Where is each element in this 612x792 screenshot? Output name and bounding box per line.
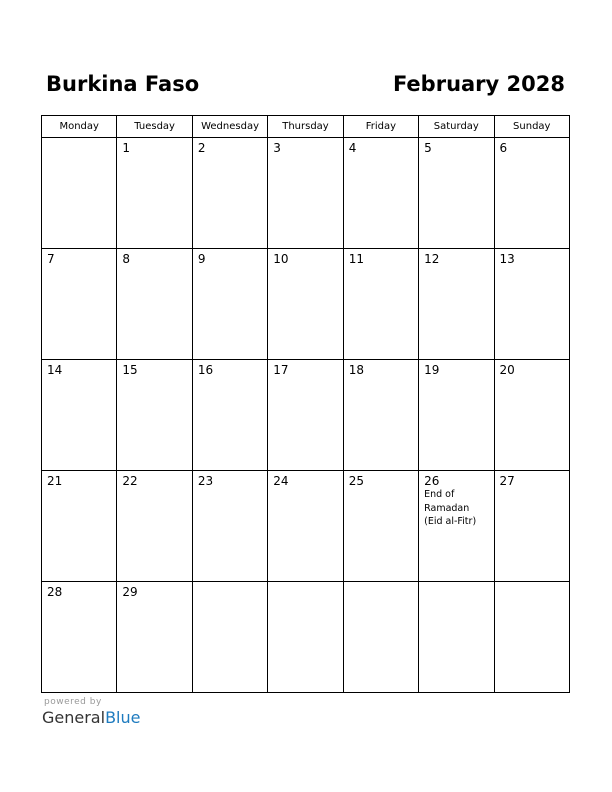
weekday-header-row: [42, 116, 570, 138]
day-cell: [268, 249, 343, 360]
day-number: 20: [499, 363, 515, 377]
powered-by-label: powered by: [44, 697, 102, 707]
day-cell: [494, 249, 569, 360]
day-cell: [192, 471, 267, 582]
day-number: 18: [348, 363, 364, 377]
day-number: 22: [122, 474, 138, 488]
day-cell: [419, 360, 494, 471]
day-number: 27: [499, 474, 515, 488]
day-cell: [268, 471, 343, 582]
calendar-grid: [41, 115, 570, 693]
day-cell: [419, 138, 494, 249]
day-cell: [343, 249, 418, 360]
day-cell: [419, 582, 494, 693]
day-number: 7: [47, 252, 55, 266]
day-number: 13: [499, 252, 515, 266]
weekday-tuesday: Tuesday: [117, 116, 192, 138]
day-number: 15: [122, 363, 138, 377]
day-cell: [42, 582, 117, 693]
day-number: 16: [197, 363, 214, 377]
week-row-4: [42, 471, 570, 582]
day-number: 29: [122, 585, 138, 599]
day-number: 3: [273, 141, 281, 155]
day-number: 5: [424, 141, 432, 155]
generalblue-logo: [42, 708, 140, 728]
weekday-wednesday: Wednesday: [192, 116, 267, 138]
day-number: 12: [424, 252, 440, 266]
day-number: 2: [197, 141, 206, 155]
day-number: 23: [197, 474, 214, 488]
day-cell: [494, 138, 569, 249]
day-cell: [343, 471, 418, 582]
day-number: [344, 582, 418, 585]
month-title: February 2028: [392, 72, 565, 96]
week-row-5: [42, 582, 570, 693]
weekday-friday: Friday: [343, 116, 418, 138]
day-number: [193, 582, 267, 585]
weekday-saturday: Saturday: [419, 116, 494, 138]
day-number: 10: [273, 252, 289, 266]
day-cell: [494, 582, 569, 693]
day-cell: [42, 360, 117, 471]
day-number: 28: [47, 585, 63, 599]
day-cell: [117, 360, 192, 471]
day-number: 26: [424, 474, 440, 488]
day-cell: [494, 360, 569, 471]
day-cell: [419, 249, 494, 360]
day-cell: [117, 249, 192, 360]
day-cell: [117, 471, 192, 582]
day-number: [42, 138, 116, 141]
day-cell: [117, 138, 192, 249]
day-cell: [42, 249, 117, 360]
day-number: 1: [122, 141, 131, 155]
day-cell: [192, 360, 267, 471]
day-number: 19: [424, 363, 440, 377]
day-number: 25: [348, 474, 364, 488]
day-number: 17: [273, 363, 289, 377]
week-row-1: [42, 138, 570, 249]
day-number: [495, 582, 569, 585]
day-cell: [343, 582, 418, 693]
day-number: [268, 582, 342, 585]
day-cell: [343, 360, 418, 471]
weekday-thursday: Thursday: [268, 116, 343, 138]
day-cell: [268, 138, 343, 249]
weekday-monday: Monday: [42, 116, 117, 138]
day-cell: [343, 138, 418, 249]
day-cell: [42, 138, 117, 249]
logo-text-blue: Blue: [105, 708, 141, 727]
day-number: 14: [47, 363, 63, 377]
day-number: 8: [122, 252, 131, 266]
day-number: 4: [348, 141, 357, 155]
logo-text-general: General: [42, 708, 106, 727]
day-cell: [268, 582, 343, 693]
day-cell: [192, 582, 267, 693]
day-number: 6: [499, 141, 508, 155]
day-number: 11: [348, 252, 364, 266]
day-cell: [192, 138, 267, 249]
day-number: 9: [197, 252, 206, 266]
day-number: [419, 582, 493, 585]
week-row-2: [42, 249, 570, 360]
day-cell: [42, 471, 117, 582]
week-row-3: [42, 360, 570, 471]
holiday-label: End of Ramadan (Eid al-Fitr): [424, 489, 477, 527]
day-cell: [268, 360, 343, 471]
day-cell: [192, 249, 267, 360]
day-number: 21: [47, 474, 63, 488]
country-title: Burkina Faso: [46, 72, 200, 96]
day-cell: [494, 471, 569, 582]
weekday-sunday: Sunday: [494, 116, 569, 138]
day-cell-holiday: [419, 471, 494, 582]
day-cell: [117, 582, 192, 693]
day-number: 24: [273, 474, 289, 488]
